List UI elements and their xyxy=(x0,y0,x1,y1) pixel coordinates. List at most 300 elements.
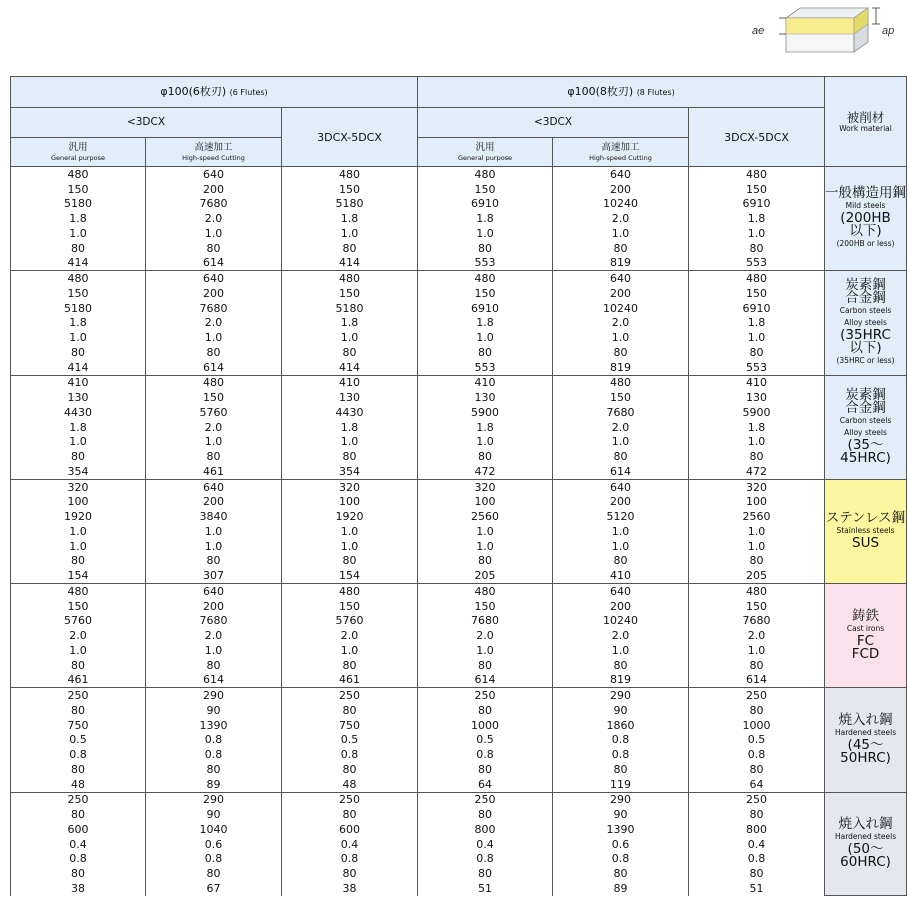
table-cell: 200 xyxy=(146,286,282,301)
table-cell: 553 xyxy=(418,256,553,271)
table-cell: 80 xyxy=(282,345,418,360)
table-cell: 461 xyxy=(146,464,282,479)
table-cell: 2.0 xyxy=(553,316,689,331)
table-cell: 2.0 xyxy=(146,628,282,643)
table-cell: 2.0 xyxy=(553,211,689,226)
table-row xyxy=(11,495,907,510)
material-label: Hardened steels xyxy=(834,832,897,842)
table-cell: 2.0 xyxy=(146,211,282,226)
table-cell: 5180 xyxy=(11,301,146,316)
material-label: 50HRC) xyxy=(840,750,891,767)
table-cell: 80 xyxy=(553,554,689,569)
table-cell: 90 xyxy=(146,703,282,718)
table-cell: 80 xyxy=(418,241,553,256)
material-label: 45HRC) xyxy=(840,450,891,467)
header-general-6 xyxy=(11,138,146,167)
table-cell: 640 xyxy=(146,271,282,286)
table-cell: 250 xyxy=(282,792,418,807)
table-row xyxy=(11,226,907,241)
table-cell: 250 xyxy=(418,792,553,807)
table-cell: 461 xyxy=(282,673,418,688)
table-cell: 414 xyxy=(11,256,146,271)
table-cell: 1000 xyxy=(418,718,553,733)
table-cell: 750 xyxy=(11,718,146,733)
table-cell: 1.0 xyxy=(11,330,146,345)
table-cell: 354 xyxy=(11,464,146,479)
table-cell: 150 xyxy=(418,286,553,301)
table-cell: 80 xyxy=(11,762,146,777)
table-cell: 819 xyxy=(553,673,689,688)
table-row xyxy=(11,703,907,718)
table-cell: 1.0 xyxy=(553,226,689,241)
table-cell: 5120 xyxy=(553,509,689,524)
table-cell: 800 xyxy=(689,822,825,837)
table-cell: 80 xyxy=(553,345,689,360)
table-cell: 614 xyxy=(553,464,689,479)
table-cell: 7680 xyxy=(146,301,282,316)
table-cell: 5180 xyxy=(11,197,146,212)
table-cell: 200 xyxy=(146,599,282,614)
table-cell: 1920 xyxy=(282,509,418,524)
table-cell: 80 xyxy=(418,866,553,881)
table-cell: 80 xyxy=(418,554,553,569)
material-label: 以下) xyxy=(849,339,882,356)
material-cell xyxy=(825,479,907,583)
table-cell: 200 xyxy=(553,599,689,614)
table-cell: 80 xyxy=(282,762,418,777)
table-row xyxy=(11,330,907,345)
table-cell: 290 xyxy=(146,792,282,807)
table-cell: 80 xyxy=(282,807,418,822)
material-label: SUS xyxy=(852,535,880,552)
table-row xyxy=(11,807,907,822)
table-cell: 80 xyxy=(553,866,689,881)
material-label: 焼入れ鋼 xyxy=(838,712,893,729)
table-cell: 640 xyxy=(553,584,689,599)
table-cell: 290 xyxy=(553,688,689,703)
table-cell: 80 xyxy=(146,554,282,569)
table-cell: 7680 xyxy=(146,614,282,629)
table-cell: 80 xyxy=(689,345,825,360)
table-cell: 480 xyxy=(282,584,418,599)
table-row xyxy=(11,197,907,212)
table-cell: 80 xyxy=(689,866,825,881)
table-cell: 80 xyxy=(553,658,689,673)
table-cell: 89 xyxy=(553,881,689,896)
table-cell: 80 xyxy=(11,449,146,464)
table-cell: 1.0 xyxy=(11,524,146,539)
table-cell: 0.8 xyxy=(11,747,146,762)
table-row xyxy=(11,360,907,375)
table-cell: 200 xyxy=(146,495,282,510)
table-cell: 150 xyxy=(418,182,553,197)
material-label: FCD xyxy=(851,646,880,663)
table-row xyxy=(11,435,907,450)
table-cell: 80 xyxy=(689,658,825,673)
table-cell: 1040 xyxy=(146,822,282,837)
table-cell: 1.8 xyxy=(689,420,825,435)
table-cell: 80 xyxy=(146,762,282,777)
table-cell: 80 xyxy=(146,866,282,881)
table-cell: 7680 xyxy=(146,197,282,212)
table-cell: 1.0 xyxy=(418,524,553,539)
table-row xyxy=(11,718,907,733)
table-row xyxy=(11,658,907,673)
table-cell: 1.0 xyxy=(146,435,282,450)
table-cell: 354 xyxy=(282,464,418,479)
table-cell: 1.0 xyxy=(282,435,418,450)
table-cell: 410 xyxy=(553,568,689,583)
table-cell: 0.5 xyxy=(11,733,146,748)
table-cell: 80 xyxy=(11,554,146,569)
table-row xyxy=(11,241,907,256)
table-row xyxy=(11,167,907,182)
table-cell: 0.8 xyxy=(553,733,689,748)
table-row xyxy=(11,554,907,569)
table-cell: 414 xyxy=(282,360,418,375)
table-cell: 2.0 xyxy=(146,420,282,435)
table-cell: 1.0 xyxy=(11,226,146,241)
table-cell: 0.6 xyxy=(146,837,282,852)
table-cell: 80 xyxy=(689,703,825,718)
table-cell: 80 xyxy=(146,241,282,256)
header-3dcx-5dcx-6: 3DCX-5DCX xyxy=(282,108,418,167)
table-cell: 410 xyxy=(689,375,825,390)
table-cell: 553 xyxy=(689,360,825,375)
material-label: 鋳鉄 xyxy=(852,608,880,625)
table-cell: 480 xyxy=(418,584,553,599)
material-label: 60HRC) xyxy=(840,854,891,871)
material-label: Carbon steels xyxy=(839,416,892,426)
table-cell: 1.0 xyxy=(689,643,825,658)
table-cell: 472 xyxy=(689,464,825,479)
table-row xyxy=(11,405,907,420)
table-cell: 1.0 xyxy=(689,330,825,345)
table-cell: 414 xyxy=(11,360,146,375)
table-cell: 80 xyxy=(282,703,418,718)
material-label: (200HB or less) xyxy=(836,239,895,249)
table-cell: 1.0 xyxy=(11,643,146,658)
table-cell: 200 xyxy=(553,286,689,301)
material-label: Alloy steels xyxy=(844,317,887,327)
table-cell: 150 xyxy=(418,599,553,614)
table-cell: 1000 xyxy=(689,718,825,733)
table-cell: 80 xyxy=(11,241,146,256)
table-cell: 1.8 xyxy=(418,420,553,435)
table-cell: 80 xyxy=(689,449,825,464)
table-cell: 7680 xyxy=(553,405,689,420)
table-cell: 1.0 xyxy=(689,539,825,554)
high-speed-en: High-speed Cutting xyxy=(589,154,652,162)
table-cell: 1390 xyxy=(553,822,689,837)
general-en: General purpose xyxy=(50,154,106,162)
table-cell: 640 xyxy=(146,167,282,182)
table-row xyxy=(11,822,907,837)
table-cell: 80 xyxy=(11,703,146,718)
table-cell: 1.8 xyxy=(689,211,825,226)
table-cell: 0.8 xyxy=(282,747,418,762)
table-cell: 38 xyxy=(11,881,146,896)
table-cell: 80 xyxy=(11,345,146,360)
header-8-flutes xyxy=(418,77,825,108)
table-cell: 0.8 xyxy=(553,747,689,762)
table-cell: 480 xyxy=(11,584,146,599)
table-cell: 614 xyxy=(689,673,825,688)
table-row xyxy=(11,777,907,792)
table-cell: 1.8 xyxy=(418,211,553,226)
table-cell: 1.8 xyxy=(11,316,146,331)
table-cell: 150 xyxy=(282,286,418,301)
table-row xyxy=(11,673,907,688)
table-cell: 0.4 xyxy=(689,837,825,852)
table-cell: 2.0 xyxy=(418,628,553,643)
table-cell: 1.0 xyxy=(553,643,689,658)
table-cell: 150 xyxy=(282,182,418,197)
table-cell: 64 xyxy=(689,777,825,792)
general-jp: 汎用 xyxy=(475,142,495,153)
table-cell: 614 xyxy=(146,360,282,375)
table-cell: 150 xyxy=(689,182,825,197)
table-cell: 80 xyxy=(282,449,418,464)
table-cell: 640 xyxy=(553,271,689,286)
material-label: (45～ xyxy=(847,737,884,754)
table-row xyxy=(11,866,907,881)
material-label: 以下) xyxy=(849,223,882,240)
table-cell: 0.4 xyxy=(418,837,553,852)
cutting-depth-diagram xyxy=(748,4,906,66)
table-cell: 1.0 xyxy=(146,643,282,658)
material-label: (35～ xyxy=(847,437,884,454)
table-cell: 480 xyxy=(418,167,553,182)
table-row xyxy=(11,301,907,316)
table-cell: 1.8 xyxy=(282,211,418,226)
material-label: Carbon steels xyxy=(839,305,892,315)
table-cell: 1390 xyxy=(146,718,282,733)
table-cell: 6910 xyxy=(689,197,825,212)
table-cell: 640 xyxy=(553,479,689,494)
table-cell: 130 xyxy=(689,390,825,405)
table-cell: 250 xyxy=(11,688,146,703)
table-cell: 200 xyxy=(553,495,689,510)
material-label: Hardened steels xyxy=(834,728,897,738)
header-lt3dcx-8: <3DCX xyxy=(418,108,689,138)
table-cell: 0.5 xyxy=(282,733,418,748)
table-cell: 614 xyxy=(146,673,282,688)
diameter-8-flutes: φ100(8枚刃) xyxy=(567,85,634,98)
table-row xyxy=(11,316,907,331)
table-row xyxy=(11,524,907,539)
material-cell xyxy=(825,584,907,688)
material-label: 炭素鋼 xyxy=(845,276,886,293)
table-cell: 7680 xyxy=(689,614,825,629)
material-label: 合金鋼 xyxy=(845,289,886,306)
material-label: Alloy steels xyxy=(844,428,887,438)
table-cell: 640 xyxy=(553,167,689,182)
table-cell: 414 xyxy=(282,256,418,271)
table-cell: 5900 xyxy=(418,405,553,420)
table-cell: 7680 xyxy=(418,614,553,629)
table-cell: 80 xyxy=(146,449,282,464)
table-cell: 1.0 xyxy=(282,226,418,241)
table-row xyxy=(11,375,907,390)
table-cell: 290 xyxy=(553,792,689,807)
material-label: (50～ xyxy=(847,841,884,858)
table-cell: 0.6 xyxy=(553,837,689,852)
table-cell: 320 xyxy=(282,479,418,494)
ap-label: ap xyxy=(882,25,895,37)
table-cell: 410 xyxy=(418,375,553,390)
table-row xyxy=(11,568,907,583)
table-cell: 1.0 xyxy=(553,435,689,450)
table-cell: 6910 xyxy=(418,197,553,212)
table-cell: 80 xyxy=(282,554,418,569)
table-cell: 5760 xyxy=(11,614,146,629)
table-cell: 1.0 xyxy=(418,643,553,658)
table-cell: 307 xyxy=(146,568,282,583)
table-cell: 2.0 xyxy=(689,628,825,643)
work-material-header xyxy=(825,77,907,167)
work-material-jp: 被削材 xyxy=(846,109,885,125)
table-cell: 600 xyxy=(11,822,146,837)
table-cell: 100 xyxy=(418,495,553,510)
table-row xyxy=(11,881,907,896)
table-cell: 1.0 xyxy=(11,539,146,554)
table-row xyxy=(11,509,907,524)
table-cell: 3840 xyxy=(146,509,282,524)
general-en: General purpose xyxy=(457,154,513,162)
material-label: 合金鋼 xyxy=(845,400,886,417)
diameter-6-flutes: φ100(6枚刃) xyxy=(160,85,227,98)
table-cell: 80 xyxy=(418,762,553,777)
table-cell: 480 xyxy=(553,375,689,390)
table-row xyxy=(11,614,907,629)
table-cell: 0.5 xyxy=(689,733,825,748)
table-cell: 1.0 xyxy=(146,330,282,345)
table-row xyxy=(11,211,907,226)
table-cell: 150 xyxy=(11,599,146,614)
table-cell: 89 xyxy=(146,777,282,792)
table-cell: 250 xyxy=(689,688,825,703)
table-cell: 1.0 xyxy=(553,539,689,554)
table-cell: 640 xyxy=(146,479,282,494)
header-6-flutes xyxy=(11,77,418,108)
table-cell: 205 xyxy=(418,568,553,583)
table-cell: 2560 xyxy=(418,509,553,524)
table-row xyxy=(11,733,907,748)
table-row xyxy=(11,762,907,777)
table-cell: 5180 xyxy=(282,197,418,212)
ae-label: ae xyxy=(752,25,765,37)
table-cell: 2.0 xyxy=(11,628,146,643)
table-cell: 1.0 xyxy=(11,435,146,450)
table-cell: 461 xyxy=(11,673,146,688)
table-cell: 150 xyxy=(282,599,418,614)
table-cell: 10240 xyxy=(553,301,689,316)
table-cell: 1920 xyxy=(11,509,146,524)
header-high-speed-8 xyxy=(553,138,689,167)
table-cell: 90 xyxy=(146,807,282,822)
table-cell: 0.4 xyxy=(11,837,146,852)
table-cell: 150 xyxy=(689,286,825,301)
table-cell: 1.0 xyxy=(146,226,282,241)
table-cell: 0.8 xyxy=(418,852,553,867)
table-cell: 1.0 xyxy=(146,524,282,539)
material-label: Cast irons xyxy=(846,624,885,634)
material-cell xyxy=(825,375,907,479)
table-cell: 80 xyxy=(553,762,689,777)
table-cell: 100 xyxy=(689,495,825,510)
table-row xyxy=(11,747,907,762)
table-cell: 154 xyxy=(11,568,146,583)
material-cell xyxy=(825,688,907,792)
table-cell: 1.8 xyxy=(282,316,418,331)
table-cell: 2.0 xyxy=(282,628,418,643)
material-label: 焼入れ鋼 xyxy=(838,816,893,833)
table-cell: 2560 xyxy=(689,509,825,524)
table-cell: 250 xyxy=(689,792,825,807)
material-label: ステンレス鋼 xyxy=(825,510,906,527)
table-cell: 1.0 xyxy=(282,539,418,554)
table-cell: 80 xyxy=(146,658,282,673)
table-cell: 480 xyxy=(689,167,825,182)
table-cell: 750 xyxy=(282,718,418,733)
table-cell: 4430 xyxy=(11,405,146,420)
table-cell: 80 xyxy=(689,762,825,777)
table-cell: 10240 xyxy=(553,614,689,629)
material-label: (35HRC xyxy=(840,326,891,343)
table-cell: 205 xyxy=(689,568,825,583)
table-row xyxy=(11,286,907,301)
table-cell: 480 xyxy=(11,271,146,286)
flutes-6-label: (6 Flutes) xyxy=(229,88,268,97)
table-cell: 250 xyxy=(418,688,553,703)
table-cell: 480 xyxy=(146,375,282,390)
table-cell: 640 xyxy=(146,584,282,599)
table-cell: 480 xyxy=(11,167,146,182)
table-cell: 154 xyxy=(282,568,418,583)
table-cell: 1.0 xyxy=(553,524,689,539)
table-cell: 150 xyxy=(11,182,146,197)
table-cell: 80 xyxy=(689,241,825,256)
table-row xyxy=(11,464,907,479)
table-cell: 1.8 xyxy=(689,316,825,331)
table-cell: 48 xyxy=(282,777,418,792)
header-general-8 xyxy=(418,138,553,167)
header-lt3dcx-6: <3DCX xyxy=(11,108,282,138)
table-cell: 1.0 xyxy=(282,643,418,658)
conditions-body xyxy=(11,167,907,896)
table-cell: 10240 xyxy=(553,197,689,212)
table-cell: 38 xyxy=(282,881,418,896)
table-cell: 5180 xyxy=(282,301,418,316)
work-material-en: Work material xyxy=(839,123,892,133)
table-cell: 80 xyxy=(11,807,146,822)
table-row xyxy=(11,688,907,703)
table-cell: 410 xyxy=(11,375,146,390)
table-row xyxy=(11,256,907,271)
table-cell: 2.0 xyxy=(146,316,282,331)
table-cell: 553 xyxy=(418,360,553,375)
table-cell: 80 xyxy=(418,703,553,718)
table-row xyxy=(11,479,907,494)
table-row xyxy=(11,852,907,867)
material-label: (200HB xyxy=(840,210,891,227)
table-cell: 100 xyxy=(282,495,418,510)
table-cell: 80 xyxy=(553,449,689,464)
table-cell: 67 xyxy=(146,881,282,896)
table-cell: 1.0 xyxy=(418,330,553,345)
table-cell: 0.8 xyxy=(689,852,825,867)
